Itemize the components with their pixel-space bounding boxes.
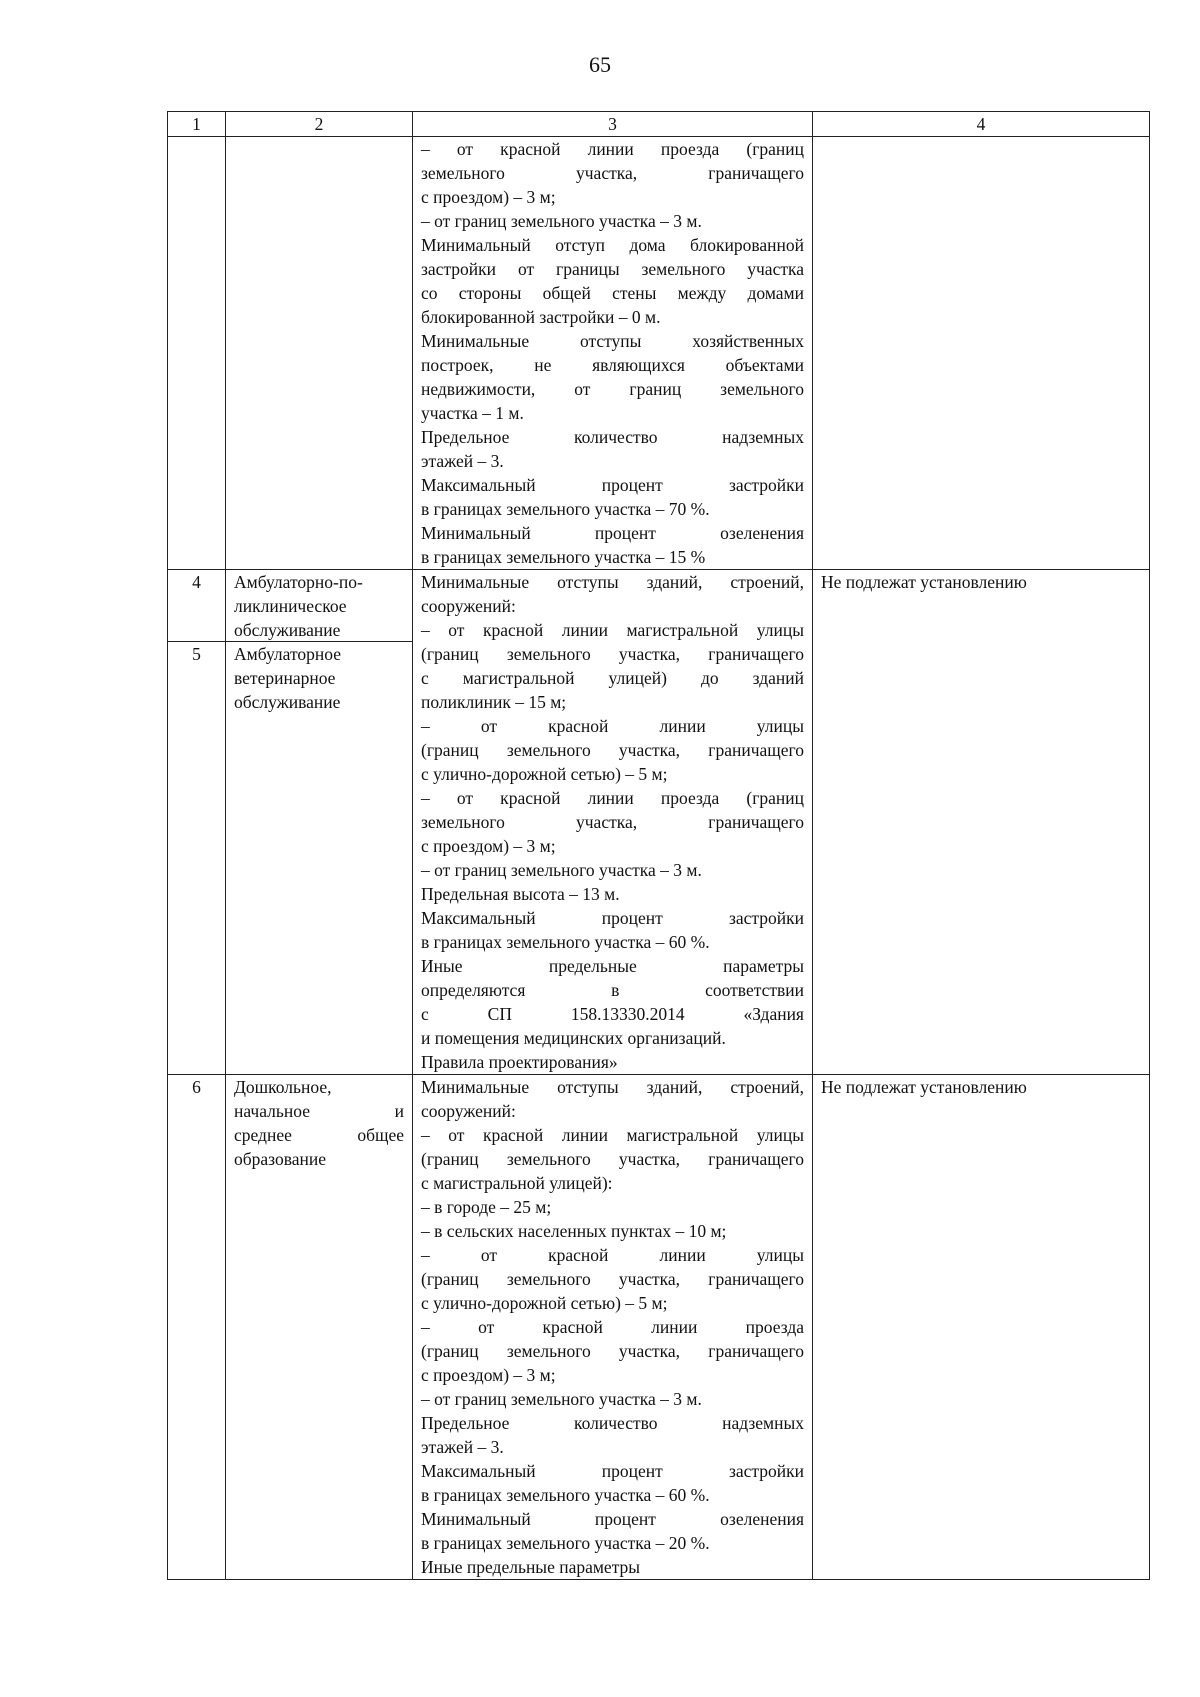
parameter-line: со стороны общей стены между домами (421, 283, 804, 303)
parameter-line: с магистральной улицей): (421, 1173, 613, 1193)
parameter-line: Минимальный отступ дома блокированной (421, 235, 804, 255)
parameter-line: сооружений: (421, 596, 516, 616)
parameters-cell (413, 570, 813, 1075)
notes-cell: Не подлежат установлению (813, 570, 1150, 1075)
parameter-line: с проездом) – 3 м; (421, 836, 556, 856)
row-number-cell (168, 570, 226, 1075)
row-number-4: 4 (168, 570, 225, 642)
notes-cell: Не подлежат установлению (813, 1075, 1150, 1580)
parameter-line: – от границ земельного участка – 3 м. (421, 1389, 702, 1409)
parameter-line: – от красной линии проезда (421, 1317, 804, 1337)
parameter-line: – от границ земельного участка – 3 м. (421, 860, 702, 880)
use-type-cell (226, 570, 413, 1075)
parameter-line: – от красной линии улицы (421, 716, 804, 736)
zoning-parameters-table (167, 111, 1150, 1580)
page-number: 65 (589, 52, 611, 77)
parameter-line: – от границ земельного участка – 3 м. (421, 211, 702, 231)
parameter-line: Минимальный процент озеленения (421, 1509, 804, 1529)
use-type-line: обслуживание (234, 692, 341, 712)
parameter-line: застройки от границы земельного участка (421, 259, 804, 279)
parameter-line: в границах земельного участка – 15 % (421, 547, 706, 567)
parameter-line: – в городе – 25 м; (421, 1197, 552, 1217)
use-type-line: ветеринарное (234, 668, 336, 688)
use-type-line: начальное и (234, 1101, 404, 1121)
table-row-continuation (168, 137, 1150, 570)
parameter-line: недвижимости, от границ земельного (421, 379, 804, 399)
parameter-line: с проездом) – 3 м; (421, 187, 556, 207)
use-type-line: образование (234, 1149, 327, 1169)
parameter-line: (границ земельного участка, граничащего (421, 644, 804, 664)
header-col-2: 2 (226, 112, 413, 137)
header-col-1: 1 (168, 112, 226, 137)
parameter-line: – в сельских населенных пунктах – 10 м; (421, 1221, 727, 1241)
parameter-line: с проездом) – 3 м; (421, 1365, 556, 1385)
use-type-line: среднее общее (234, 1125, 404, 1145)
parameter-line: построек, не являющихся объектами (421, 355, 804, 375)
parameter-line: Правила проектирования» (421, 1052, 618, 1072)
table-row-item-4 (168, 570, 1150, 1075)
row-number-cell: 6 (168, 1075, 226, 1580)
parameter-line: Максимальный процент застройки (421, 908, 804, 928)
parameter-line: поликлиник – 15 м; (421, 692, 567, 712)
use-type-ambulatory-clinic (226, 570, 412, 642)
parameter-line: – от красной линии магистральной улицы (421, 1125, 804, 1145)
parameter-line: Максимальный процент застройки (421, 1461, 804, 1481)
parameter-line: Минимальный процент озеленения (421, 523, 804, 543)
table-row-item-6 (168, 1075, 1150, 1580)
parameter-line: Иные предельные параметры (421, 956, 804, 976)
table-header-row (168, 112, 1150, 137)
notes-cell (813, 137, 1150, 570)
parameter-line: – от красной линии улицы (421, 1245, 804, 1265)
parameter-line: Предельная высота – 13 м. (421, 884, 620, 904)
use-type-cell (226, 137, 413, 570)
parameter-line: Минимальные отступы зданий, строений, (421, 572, 804, 592)
parameter-line: в границах земельного участка – 70 %. (421, 499, 710, 519)
parameter-line: (границ земельного участка, граничащего (421, 1269, 804, 1289)
parameter-line: этажей – 3. (421, 1437, 504, 1457)
parameter-line: Максимальный процент застройки (421, 475, 804, 495)
parameter-line: (границ земельного участка, граничащего (421, 740, 804, 760)
parameter-line: блокированной застройки – 0 м. (421, 307, 661, 327)
parameter-line: Предельное количество надземных (421, 427, 804, 447)
parameter-line: в границах земельного участка – 60 %. (421, 932, 710, 952)
parameter-line: с магистральной улицей) до зданий (421, 668, 804, 688)
use-type-line: обслуживание (234, 620, 341, 640)
parameter-line: – от красной линии проезда (границ (421, 139, 804, 159)
use-type-line: Дошкольное, (234, 1077, 332, 1097)
parameter-line: с улично-дорожной сетью) – 5 м; (421, 764, 668, 784)
parameter-line: Предельное количество надземных (421, 1413, 804, 1433)
parameter-line: сооружений: (421, 1101, 516, 1121)
use-type-line: Амбулаторно-по- (234, 572, 363, 592)
parameter-line: определяются в соответствии (421, 980, 804, 1000)
parameter-line: (границ земельного участка, граничащего (421, 1149, 804, 1169)
parameters-cell (413, 1075, 813, 1580)
parameter-line: (границ земельного участка, граничащего (421, 1341, 804, 1361)
use-type-cell (226, 1075, 413, 1580)
parameter-line: в границах земельного участка – 60 %. (421, 1485, 710, 1505)
parameter-line: и помещения медицинских организаций. (421, 1028, 726, 1048)
parameter-line: с улично-дорожной сетью) – 5 м; (421, 1293, 668, 1313)
parameter-line: земельного участка, граничащего (421, 812, 804, 832)
use-type-veterinary (226, 642, 412, 714)
parameter-line: в границах земельного участка – 20 %. (421, 1533, 710, 1553)
use-type-line: Амбулаторное (234, 644, 341, 664)
parameter-line: Минимальные отступы зданий, строений, (421, 1077, 804, 1097)
header-col-4: 4 (813, 112, 1150, 137)
parameter-line: – от красной линии магистральной улицы (421, 620, 804, 640)
use-type-line: ликлиническое (234, 596, 347, 616)
parameter-line: – от красной линии проезда (границ (421, 788, 804, 808)
parameter-line: земельного участка, граничащего (421, 163, 804, 183)
parameter-line: Иные предельные параметры (421, 1557, 641, 1577)
parameter-line: участка – 1 м. (421, 403, 524, 423)
row-number-5: 5 (192, 644, 201, 664)
parameter-line: этажей – 3. (421, 451, 504, 471)
parameters-cell (413, 137, 813, 570)
parameter-line: Минимальные отступы хозяйственных (421, 331, 804, 351)
header-col-3: 3 (413, 112, 813, 137)
row-number-cell (168, 137, 226, 570)
parameter-line: с СП 158.13330.2014 «Здания (421, 1004, 804, 1024)
